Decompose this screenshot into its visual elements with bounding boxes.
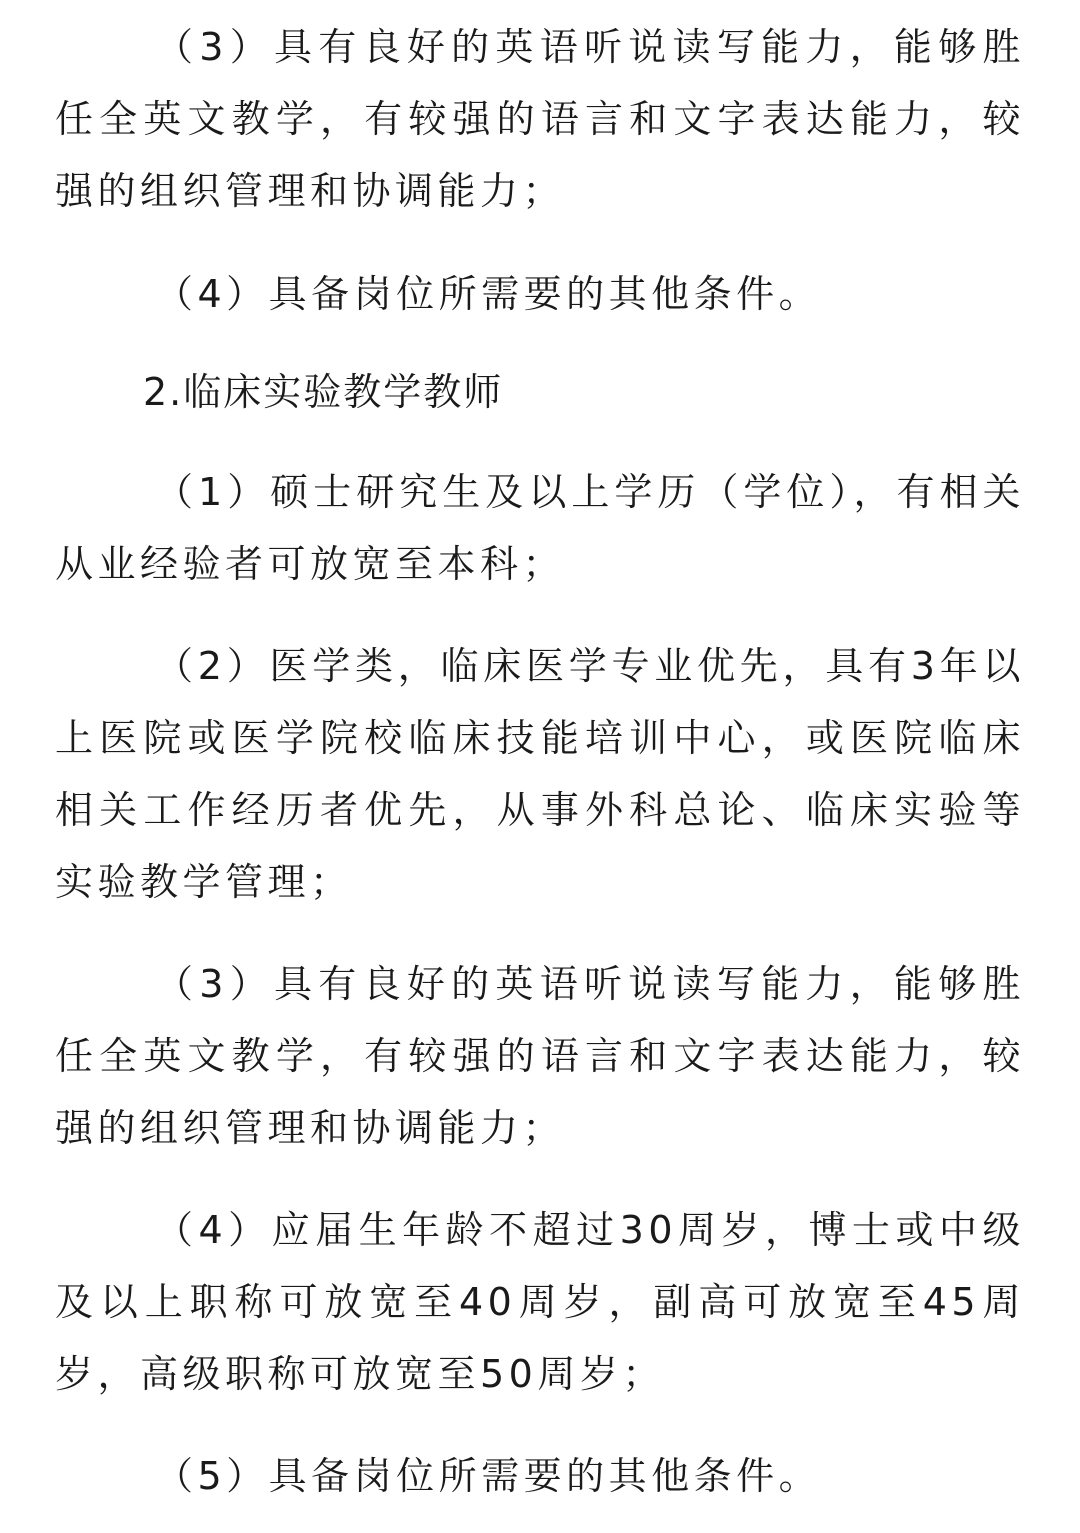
paragraph-7: （5）具备岗位所需要的其他条件。 <box>155 1454 822 1498</box>
paragraph-6: （4）应届生年龄不超过30周岁，博士或中级及以上职称可放宽至40周岁，副高可放宽至45周岁，高级职称可放宽至50周岁； <box>55 1208 1025 1396</box>
paragraph-1: （3）具有良好的英语听说读写能力，能够胜任全英文教学，有较强的语言和文字表达能力，较强的组织管理和协调能力； <box>55 25 1025 213</box>
section-heading: 2.临床实验教学教师 <box>143 370 504 414</box>
paragraph-4: （2）医学类，临床医学专业优先，具有3年以上医院或医学院校临床技能培训中心，或医院临床相关工作经历者优先，从事外科总论、临床实验等实验教学管理； <box>55 644 1025 904</box>
paragraph-2: （4）具备岗位所需要的其他条件。 <box>155 272 822 316</box>
paragraph-3: （1）硕士研究生及以上学历（学位），有相关从业经验者可放宽至本科； <box>55 470 1025 586</box>
paragraph-5: （3）具有良好的英语听说读写能力，能够胜任全英文教学，有较强的语言和文字表达能力，较强的组织管理和协调能力； <box>55 962 1025 1150</box>
